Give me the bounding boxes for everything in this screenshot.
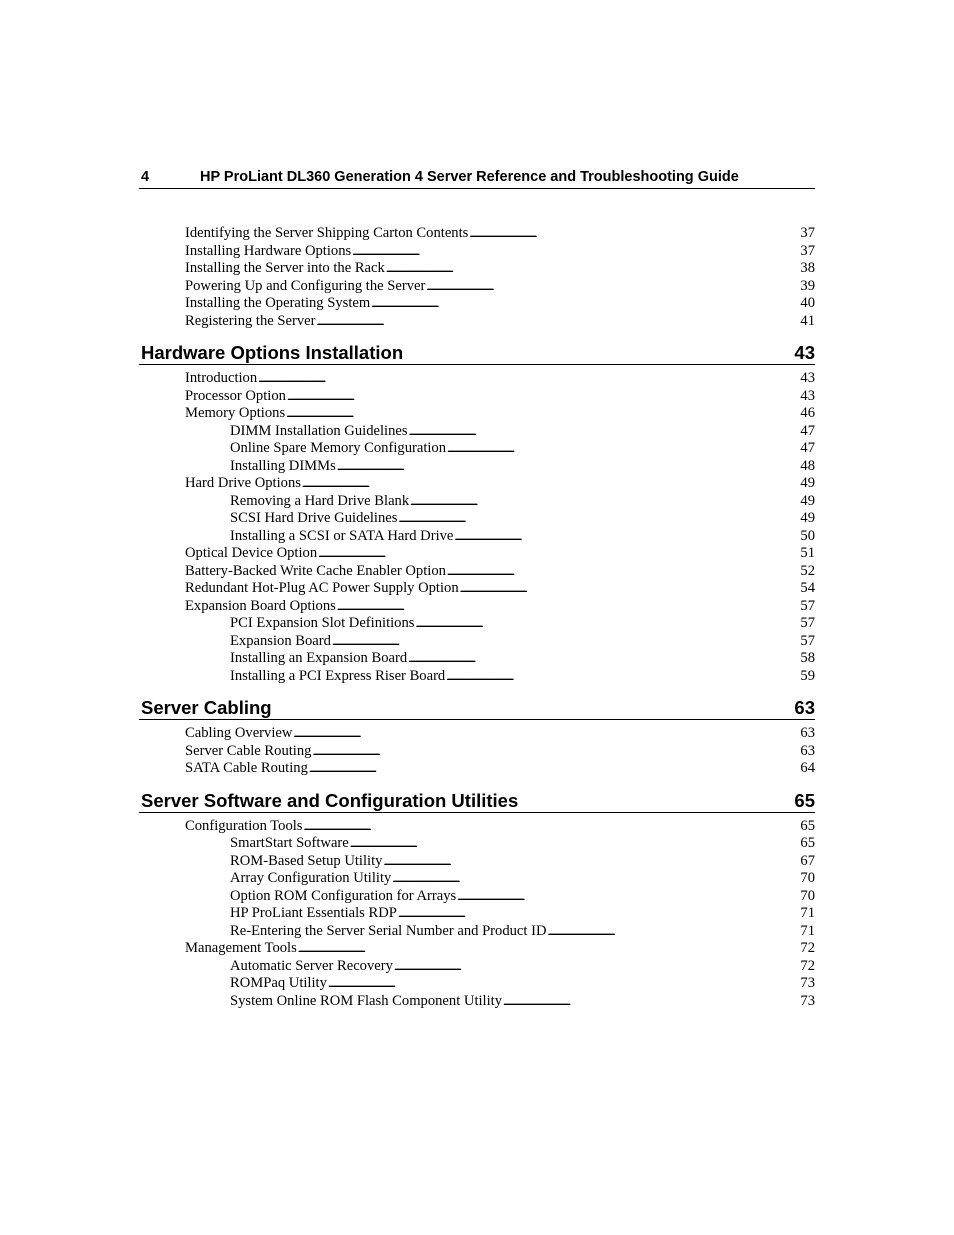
toc-entry[interactable] — [139, 598, 815, 616]
toc-entry-page-number: 71 — [800, 905, 815, 921]
toc-entry-page-number: 72 — [800, 957, 815, 974]
section-title: Hardware Options Installation — [141, 342, 404, 363]
dot-leader — [332, 634, 799, 652]
toc-entry-label: Installing DIMMs — [230, 457, 336, 474]
toc-entry-label: Installing an Expansion Board — [230, 650, 408, 666]
toc-entry-label: Configuration Tools — [185, 817, 303, 834]
toc-entry-page-number: 59 — [800, 667, 815, 684]
toc-entry-page-number: 50 — [800, 527, 815, 544]
toc-entry[interactable] — [139, 633, 815, 651]
dot-leader — [454, 529, 799, 547]
dot-leader — [457, 889, 799, 907]
toc-entry-page-number: 64 — [800, 760, 815, 776]
toc-entry-page-number: 63 — [800, 725, 815, 741]
toc-entry[interactable] — [139, 725, 815, 743]
toc-entry-label: Battery-Backed Write Cache Enabler Option — [185, 562, 446, 579]
toc-entry-page-number: 49 — [800, 492, 815, 509]
dot-leader — [293, 726, 799, 744]
toc-entry[interactable] — [139, 650, 815, 668]
section-page-number: 65 — [794, 789, 815, 811]
section-title: Server Cabling — [141, 697, 272, 718]
toc-entry-label: Online Spare Memory Configuration — [230, 440, 447, 456]
toc-entry-page-number: 51 — [800, 545, 815, 561]
toc-entry-label: Array Configuration Utility — [230, 870, 392, 886]
toc-entry[interactable] — [139, 975, 815, 993]
toc-entry-label: Option ROM Configuration for Arrays — [230, 887, 457, 904]
toc-entry-page-number: 72 — [800, 940, 815, 956]
toc-entry[interactable] — [139, 870, 815, 888]
toc-entry[interactable] — [139, 940, 815, 958]
dot-leader — [460, 581, 800, 599]
toc-entry[interactable] — [139, 458, 815, 476]
toc-entry[interactable] — [139, 923, 815, 941]
toc-entry[interactable] — [139, 993, 815, 1011]
toc-entry-page-number: 52 — [800, 562, 815, 579]
section-heading[interactable] — [139, 340, 815, 365]
toc-entry[interactable] — [139, 475, 815, 493]
toc-entry-page-number: 70 — [800, 887, 815, 904]
toc-entry-label: Hard Drive Options — [185, 475, 301, 491]
toc-entry[interactable] — [139, 545, 815, 563]
dot-leader — [469, 226, 799, 244]
toc-entry-label: Memory Options — [185, 405, 286, 421]
dot-leader — [337, 599, 800, 617]
toc-entry-label: SATA Cable Routing — [185, 760, 308, 776]
toc-entry[interactable] — [139, 225, 815, 243]
toc-entry[interactable] — [139, 760, 815, 778]
toc-entry-page-number: 37 — [800, 225, 815, 241]
toc-entry-label: Introduction — [185, 370, 258, 386]
toc-entry-page-number: 71 — [800, 922, 815, 939]
toc-entry[interactable] — [139, 405, 815, 423]
toc-entry[interactable] — [139, 440, 815, 458]
dot-leader — [392, 871, 799, 889]
toc-entry-label: Installing the Server into the Rack — [185, 260, 385, 276]
dot-leader — [303, 819, 799, 837]
toc-entry-label: Optical Device Option — [185, 545, 318, 561]
toc-entry[interactable] — [139, 818, 815, 836]
toc-entry-page-number: 40 — [800, 295, 815, 311]
toc-entry-page-number: 70 — [800, 870, 815, 886]
toc-entry-page-number: 67 — [800, 852, 815, 869]
dot-leader — [394, 959, 800, 977]
toc-entry-page-number: 65 — [800, 835, 815, 851]
toc-entry-page-number: 57 — [800, 632, 815, 649]
toc-entry[interactable] — [139, 958, 815, 976]
toc-entry-page-number: 49 — [800, 475, 815, 491]
toc-entry-page-number: 47 — [800, 422, 815, 439]
dot-leader — [312, 744, 799, 762]
toc-entry[interactable] — [139, 528, 815, 546]
toc-entry-label: SmartStart Software — [230, 835, 349, 851]
toc-entry[interactable] — [139, 835, 815, 853]
toc-entry[interactable] — [139, 278, 815, 296]
toc-entry-page-number: 73 — [800, 975, 815, 991]
toc-entry-label: Installing the Operating System — [185, 295, 371, 311]
toc-entry-label: System Online ROM Flash Component Utility — [230, 992, 503, 1009]
dot-leader — [503, 994, 799, 1012]
toc-entry-label: Management Tools — [185, 940, 297, 956]
toc-entry-page-number: 43 — [800, 370, 815, 386]
toc-entry-label: PCI Expansion Slot Definitions — [230, 615, 415, 631]
dot-leader — [287, 389, 799, 407]
toc-entry[interactable] — [139, 370, 815, 388]
section-title: Server Software and Configuration Utilities — [141, 789, 519, 811]
document-title: HP ProLiant DL360 Generation 4 Server Reference and Troubleshooting Guide — [200, 169, 739, 185]
section-page-number: 63 — [794, 697, 815, 718]
toc-entry-label: Cabling Overview — [185, 725, 293, 741]
toc-entry-page-number: 46 — [800, 405, 815, 421]
dot-leader — [298, 941, 800, 959]
toc-entry-label: Redundant Hot-Plug AC Power Supply Option — [185, 580, 459, 596]
dot-leader — [386, 261, 800, 279]
toc-entry[interactable] — [139, 260, 815, 278]
toc-entry-page-number: 57 — [800, 615, 815, 631]
toc-entry-page-number: 39 — [800, 277, 815, 294]
dot-leader — [409, 424, 800, 442]
dot-leader — [337, 459, 800, 477]
toc-entry[interactable] — [139, 313, 815, 331]
dot-leader — [309, 761, 800, 779]
toc-entry-page-number: 47 — [800, 440, 815, 456]
toc-entry-label: DIMM Installation Guidelines — [230, 422, 408, 439]
toc-entry-page-number: 38 — [800, 260, 815, 276]
toc-entry[interactable] — [139, 580, 815, 598]
dot-leader — [371, 296, 799, 314]
dot-leader — [447, 441, 799, 459]
dot-leader — [446, 669, 799, 687]
dot-leader — [258, 371, 799, 389]
toc-entry[interactable] — [139, 510, 815, 528]
toc-entry[interactable] — [139, 243, 815, 261]
dot-leader — [398, 906, 800, 924]
toc-entry-label: Installing Hardware Options — [185, 242, 352, 259]
dot-leader — [286, 406, 799, 424]
toc-entry-page-number: 48 — [800, 457, 815, 474]
toc-entry[interactable] — [139, 888, 815, 906]
toc-entry-label: Installing a SCSI or SATA Hard Drive — [230, 527, 454, 544]
dot-leader — [410, 494, 799, 512]
toc-entry-page-number: 63 — [800, 742, 815, 759]
dot-leader — [318, 546, 799, 564]
toc-entry[interactable] — [139, 493, 815, 511]
toc-entry-label: Identifying the Server Shipping Carton Contents — [185, 225, 469, 241]
section-heading[interactable] — [139, 695, 815, 720]
toc-entry[interactable] — [139, 615, 815, 633]
dot-leader — [415, 616, 799, 634]
toc-entry-page-number: 57 — [800, 597, 815, 614]
toc-entry-label: Expansion Board Options — [185, 597, 336, 614]
toc-entry-label: Processor Option — [185, 387, 286, 404]
toc-entry-label: HP ProLiant Essentials RDP — [230, 905, 397, 921]
dot-leader — [350, 836, 800, 854]
toc-entry-page-number: 37 — [800, 242, 815, 259]
toc-entry-page-number: 58 — [800, 650, 815, 666]
toc-entry[interactable] — [139, 388, 815, 406]
toc-entry-page-number: 41 — [800, 312, 815, 329]
toc-entry[interactable] — [139, 743, 815, 761]
toc-entry-label: Registering the Server — [185, 312, 316, 329]
toc-entry-label: SCSI Hard Drive Guidelines — [230, 510, 398, 526]
dot-leader — [328, 976, 800, 994]
toc-entry-label: Re-Entering the Server Serial Number and Product ID — [230, 922, 547, 939]
toc-entry-page-number: 65 — [800, 817, 815, 834]
dot-leader — [447, 564, 799, 582]
toc-entry-label: ROM-Based Setup Utility — [230, 852, 383, 869]
toc-entry-page-number: 54 — [800, 580, 815, 596]
dot-leader — [302, 476, 799, 494]
dot-leader — [398, 511, 799, 529]
toc-entry[interactable] — [139, 905, 815, 923]
toc-entry-page-number: 43 — [800, 387, 815, 404]
page-number: 4 — [141, 169, 150, 185]
toc-entry-page-number: 73 — [800, 992, 815, 1009]
dot-leader — [352, 244, 799, 262]
dot-leader — [548, 924, 800, 942]
toc-entry[interactable] — [139, 563, 815, 581]
toc-entry-label: Automatic Server Recovery — [230, 957, 393, 974]
toc-entry[interactable] — [139, 853, 815, 871]
table-of-contents — [139, 225, 815, 1010]
dot-leader — [426, 279, 799, 297]
toc-entry-label: Removing a Hard Drive Blank — [230, 492, 410, 509]
toc-entry-label: Installing a PCI Express Riser Board — [230, 667, 446, 684]
toc-entry-label: ROMPaq Utility — [230, 975, 327, 991]
dot-leader — [317, 314, 800, 332]
toc-entry-label: Server Cable Routing — [185, 742, 312, 759]
section-heading[interactable] — [139, 788, 815, 813]
section-page-number: 43 — [794, 342, 815, 363]
toc-entry[interactable] — [139, 668, 815, 686]
toc-entry[interactable] — [139, 423, 815, 441]
toc-entry-label: Expansion Board — [230, 632, 331, 649]
toc-entry-page-number: 49 — [800, 510, 815, 526]
dot-leader — [383, 854, 799, 872]
dot-leader — [408, 651, 799, 669]
toc-entry[interactable] — [139, 295, 815, 313]
toc-entry-label: Powering Up and Configuring the Server — [185, 277, 426, 294]
page-header — [139, 168, 815, 189]
